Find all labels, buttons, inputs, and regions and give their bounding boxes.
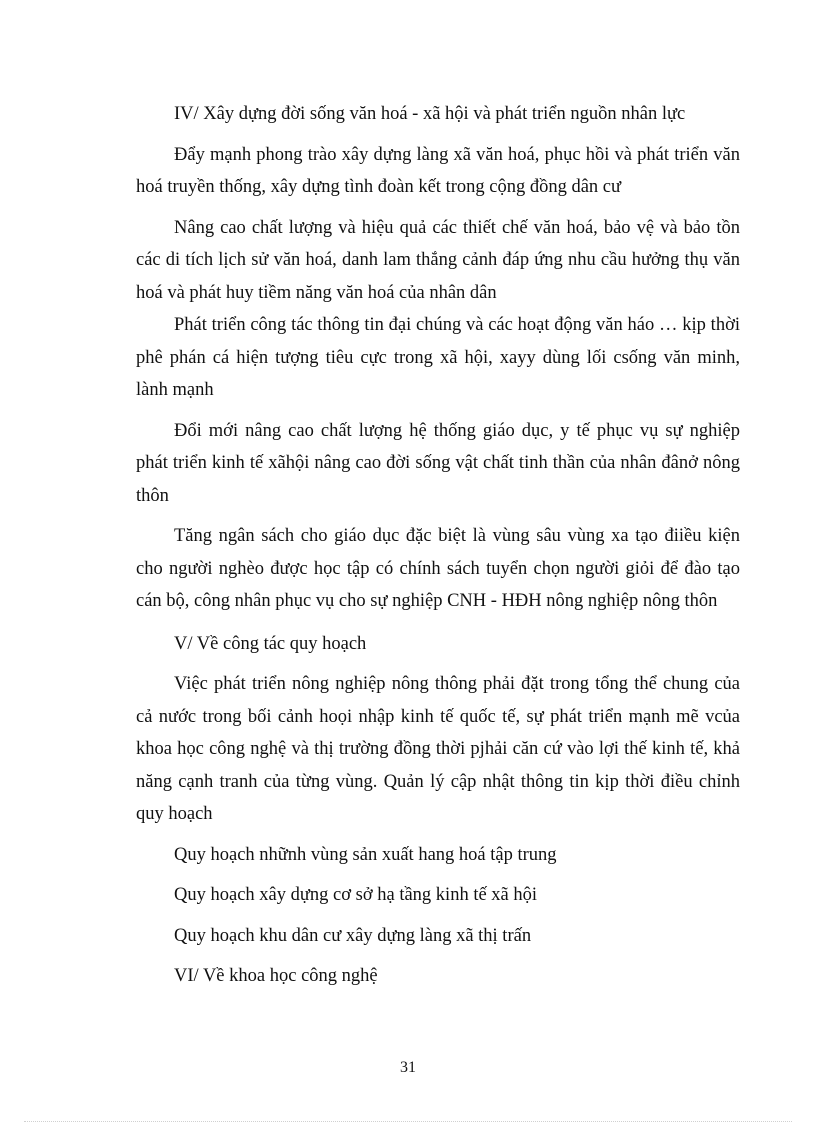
paragraph-4: Đổi mới nâng cao chất lượng hệ thống giáo dục, y tế phục vụ sự nghiệp phát triển kinh tế xãhội nâng cao đời sống vật chất tinh thần của nhân đânở nông thôn [136, 420, 740, 506]
section-heading-vi: VI/ Về khoa học công nghệ [174, 966, 378, 986]
paragraph-3: Phát triển công tác thông tin đại chúng và các hoạt động văn háo … kịp thời phê phán cá hiện tượng tiêu cực trong xã hội, xayy dùng lối csống văn minh, lành mạnh [136, 315, 740, 400]
page-bottom-divider [24, 1121, 792, 1122]
list-item-planning-2: Quy hoạch xây dựng cơ sở hạ tầng kinh tế xã hội [174, 885, 538, 905]
page-body [136, 98, 740, 993]
paragraph-1: Đẩy mạnh phong trào xây dựng làng xã văn hoá, phục hồi và phát triển văn hoá truyền thống, xây dựng tình đoàn kết trong cộng đồng dân cư [136, 144, 740, 197]
section-heading-v: V/ Về công tác quy hoạch [174, 633, 367, 654]
paragraph-5: Tăng ngân sách cho giáo dục đặc biệt là vùng sâu vùng xa tạo điiều kiện cho người nghèo được học tập có chính sách tuyển chọn người giỏi để đào tạo cán bộ, công nhân phục vụ cho sự nghiệp CNH - HĐH nông nghiệp nông thôn [136, 526, 740, 611]
paragraph-2: Nâng cao chất lượng và hiệu quả các thiết chế văn hoá, bảo vệ và bảo tồn các di tích lịch sử văn hoá, danh lam thắng cảnh đáp ứng nhu cầu hưởng thụ văn hoá và phát huy tiềm năng văn hoá của nhân dân [136, 217, 740, 303]
section-heading-iv: IV/ Xây dựng đời sống văn hoá - xã hội và phát triển nguồn nhân lực [174, 104, 686, 124]
paragraph-6: Việc phát triển nông nghiệp nông thông phải đặt trong tổng thể chung của cả nước trong bối cảnh hoọi nhập kinh tế quốc tế, sự phát triển mạnh mẽ vcủa khoa học công nghệ và thị trường đồng thời pjhải căn cứ vào lợi thế kinh tế, khả năng cạnh tranh của từng vùng. Quản lý cập nhật thông tin kịp thời điều chỉnh quy hoạch [136, 674, 740, 824]
page-number: 31 [400, 1059, 416, 1076]
list-item-planning-1: Quy hoạch nhữnh vùng sản xuất hang hoá tập trung [174, 844, 557, 865]
list-item-planning-3: Quy hoạch khu dân cư xây dựng làng xã thị trấn [174, 925, 532, 946]
